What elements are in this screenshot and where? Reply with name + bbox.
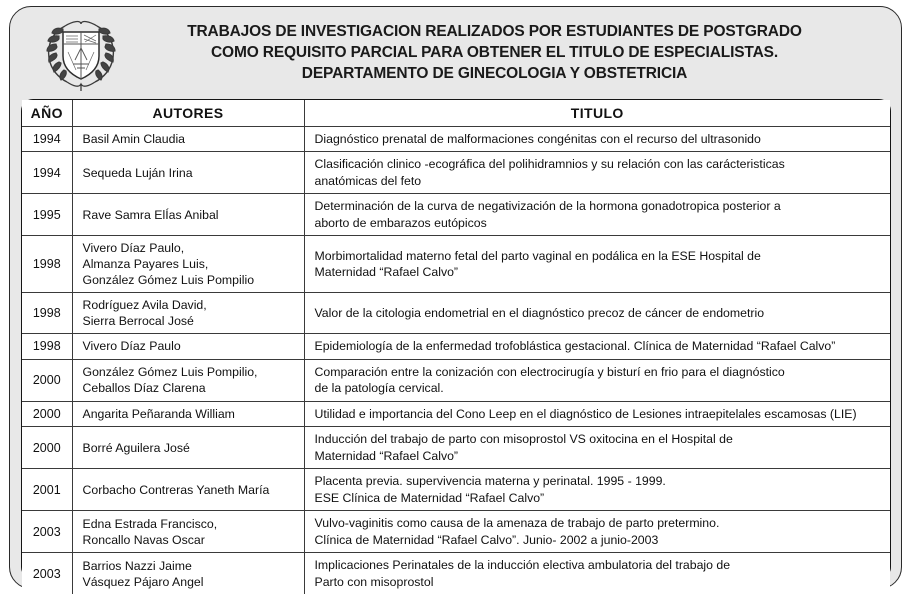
cell-title: Valor de la citologia endometrial en el diagnóstico precoz de cáncer de endometrio: [304, 293, 890, 334]
cell-year: 1994: [22, 152, 72, 194]
cell-year: 2000: [22, 401, 72, 427]
cell-year: 1998: [22, 334, 72, 360]
cell-year: 2003: [22, 511, 72, 553]
cell-year: 2000: [22, 359, 72, 401]
cell-authors: Sequeda Luján Irina: [72, 152, 304, 194]
cell-authors: Rodríguez Avila David, Sierra Berrocal José: [72, 293, 304, 334]
table-row: [22, 126, 890, 152]
cell-authors: Rave Samra ElÍas Anibal: [72, 194, 304, 236]
title-line-1: TRABAJOS DE INVESTIGACION REALIZADOS POR ESTUDIANTES DE POSTGRADO: [187, 22, 802, 40]
cell-authors: Corbacho Contreras Yaneth María: [72, 469, 304, 511]
column-header-authors: AUTORES: [72, 100, 304, 126]
page-title: [129, 21, 900, 84]
table-row: [22, 427, 890, 469]
cell-year: 1998: [22, 293, 72, 334]
table-row: [22, 236, 890, 293]
column-header-title: TITULO: [304, 100, 890, 126]
cell-authors: Vivero Díaz Paulo: [72, 334, 304, 360]
cell-title: Utilidad e importancia del Cono Leep en el diagnóstico de Lesiones intraepitelales escamosas (LIE): [304, 401, 890, 427]
cell-title: Epidemiología de la enfermedad trofoblástica gestacional. Clínica de Maternidad “Rafael Calvo”: [304, 334, 890, 360]
title-line-3: DEPARTAMENTO DE GINECOLOGIA Y OBSTETRICIA: [301, 64, 688, 82]
cell-year: 2001: [22, 469, 72, 511]
cell-authors: Borré Aguilera José: [72, 427, 304, 469]
table-row: [22, 334, 890, 360]
table-row: [22, 293, 890, 334]
cell-authors: González Gómez Luis Pompilio, Ceballos Díaz Clarena: [72, 359, 304, 401]
cell-title: Morbimortalidad materno fetal del parto vaginal en podálica en la ESE Hospital de Maternidad “Rafael Calvo”: [304, 236, 890, 293]
cell-year: 2000: [22, 427, 72, 469]
research-table: [22, 100, 890, 594]
cell-year: 2003: [22, 553, 72, 595]
cell-title: Comparación entre la conización con electrocirugía y bisturí en frio para el diagnóstico de la patología cervical.: [304, 359, 890, 401]
cell-authors: Vivero Díaz Paulo, Almanza Payares Luis, González Gómez Luis Pompilio: [72, 236, 304, 293]
table-row: [22, 469, 890, 511]
table-row: [22, 194, 890, 236]
cell-title: Determinación de la curva de negativización de la hormona gonadotropica posterior a aborto de embarazos eutópicos: [304, 194, 890, 236]
cell-title: Inducción del trabajo de parto con misoprostol VS oxitocina en el Hospital de Maternidad “Rafael Calvo”: [304, 427, 890, 469]
cell-authors: Barrios Nazzi Jaime Vásquez Pájaro Angel: [72, 553, 304, 595]
cell-title: Implicaciones Perinatales de la inducción electiva ambulatoria del trabajo de Parto con misoprostol: [314, 558, 731, 589]
university-coat-of-arms-icon: [33, 11, 129, 93]
cell-year: 1994: [22, 126, 72, 152]
cell-authors: Angarita Peñaranda William: [72, 401, 304, 427]
research-table-container: [21, 99, 891, 589]
table-row: [22, 401, 890, 427]
table-header-row: [22, 100, 890, 126]
cell-year: 1998: [22, 236, 72, 293]
table-row: [22, 553, 890, 595]
research-table-body: [22, 126, 890, 594]
cell-title: Clasificación clinico -ecográfica del polihidramnios y su relación con las carácteristicas anatómicas del feto: [304, 152, 890, 194]
cell-authors: Edna Estrada Francisco, Roncallo Navas Oscar: [72, 511, 304, 553]
document-header: [11, 8, 900, 96]
cell-year: 1995: [22, 194, 72, 236]
table-row: [22, 152, 890, 194]
table-row: [22, 511, 890, 553]
cell-authors: Basil Amin Claudia: [72, 126, 304, 152]
column-header-year: AÑO: [22, 100, 72, 126]
cell-title: Vulvo-vaginitis como causa de la amenaza de trabajo de parto pretermino. Clínica de Maternidad “Rafael Calvo”. Junio- 2002 a junio-2003: [304, 511, 890, 553]
title-line-2: COMO REQUISITO PARCIAL PARA OBTENER EL TITULO DE ESPECIALISTAS.: [211, 43, 778, 61]
cell-title: Diagnóstico prenatal de malformaciones congénitas con el recurso del ultrasonido: [304, 126, 890, 152]
table-row: [22, 359, 890, 401]
cell-title: Placenta previa. supervivencia materna y perinatal. 1995 - 1999. ESE Clínica de Maternidad “Rafael Calvo”: [304, 469, 890, 511]
